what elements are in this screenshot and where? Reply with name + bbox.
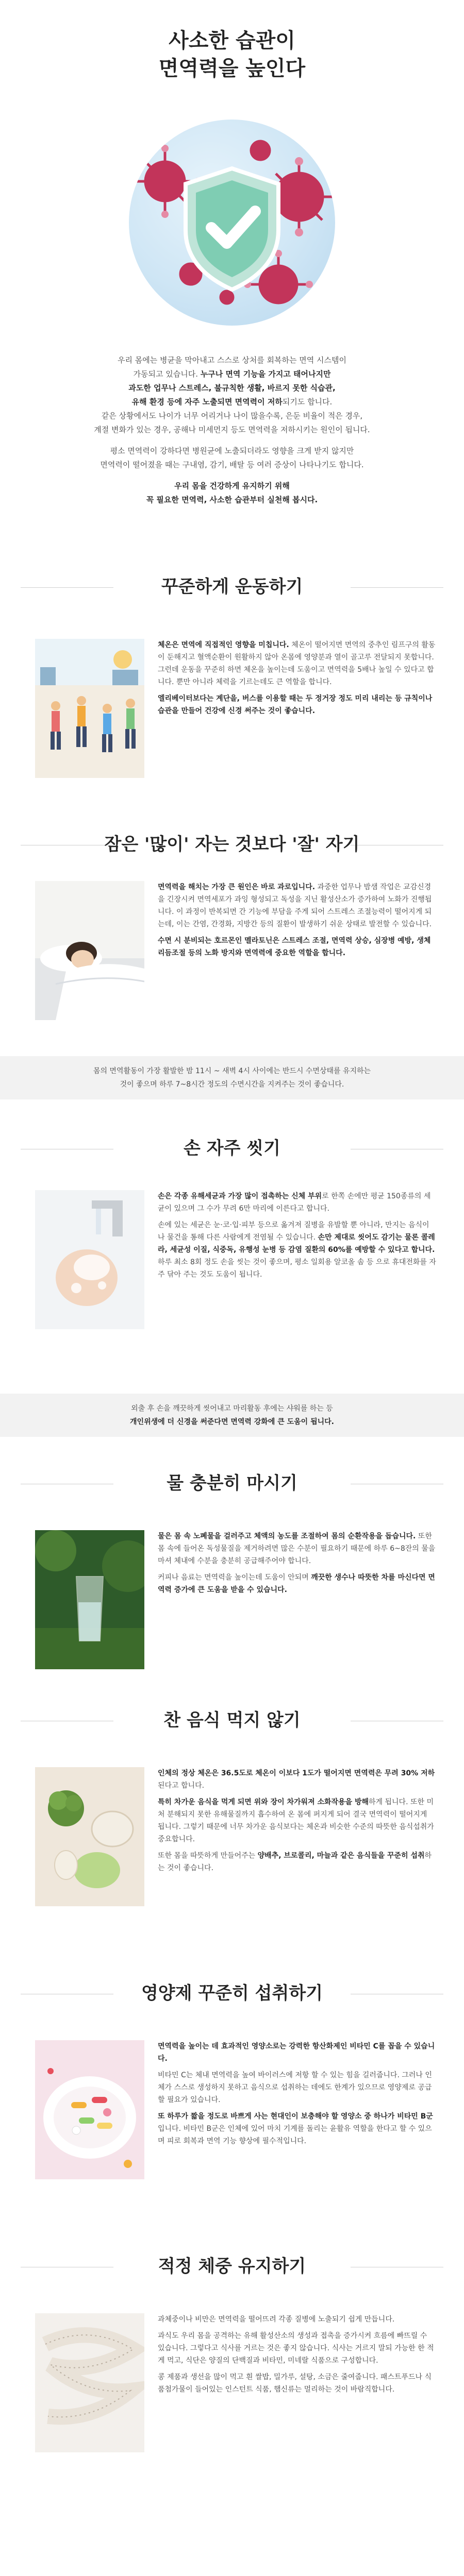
body-text: 또한 몸을 따뜻하게 만들어주는: [158, 1852, 258, 1860]
section-title: 꾸준하게 운동하기: [161, 577, 303, 597]
bold-text: 면역력을 해치는 가장 큰 원인은 바로 과로입니다.: [158, 883, 316, 891]
section-header-weight: [0, 2251, 464, 2282]
section-body-cold-food: [158, 1767, 436, 1878]
page-title-line1: 사소한 습관이: [169, 29, 295, 53]
intro-bold: 우리 몸을 건강하게 유지하기 위해: [174, 481, 290, 490]
bold-text: 물은 몸 속 노폐물을 걸러주고 체액의 농도를 조절하여 몸의 순환작용을 돕습니다.: [158, 1532, 416, 1540]
bold-text: 손은 각종 유해세균과 가장 많이 접촉하는 신체 부위: [158, 1192, 322, 1200]
paragraph: [158, 1767, 436, 1792]
intro-line: 가동되고 있습니다.: [133, 369, 201, 379]
body-text: 하루 최소 8회 정도 손을 씻는 것이 좋으며, 평소 일회용 알코올 솜 등 으로 휴대전화를 자주 닦아 주는 것도 도움이 됩니다.: [158, 1258, 436, 1279]
bold-text: 엘리베이터보다는 계단을, 버스를 이용할 때는 두 정거장 정도 미리 내리는 등 규칙이나 습관을 만들어 건강에 신경 써주는 것이 좋습니다.: [158, 694, 433, 715]
intro-line: 평소 면역력이 강하다면 병원균에 노출되더라도 영향을 크게 받지 않지만: [110, 446, 354, 455]
bold-text: 깨끗한 생수나 따뜻한 차를 마신다면 면역력 증가에 큰 도움을 받을 수 있습니다.: [158, 1573, 435, 1594]
section-title: 적정 체중 유지하기: [158, 2256, 306, 2277]
intro-bold: 누구나 면역 기능을 가지고 태어나지만: [200, 369, 331, 379]
paragraph: [158, 692, 436, 717]
bold-text: 특히 차가운 음식을 먹게 되면 위와 장이 차가워져 소화작용을 방해: [158, 1798, 369, 1806]
body-text: 된다고 합니다.: [158, 1782, 205, 1790]
section-title: 물 충분히 마시기: [167, 1473, 297, 1494]
intro-line: 면역력이 떨어졌을 때는 구내염, 감기, 배탈 등 여러 증상이 나타나기도 합니다.: [100, 460, 364, 469]
paragraph: [158, 2110, 436, 2147]
section-title: 잠은 '많이' 자는 것보다 '잘' 자기: [104, 834, 360, 855]
sleep-tip-box: [0, 1056, 464, 1099]
intro-paragraph-2: [52, 444, 412, 472]
tip-line: 몸의 면역활동이 가장 활발한 밤 11시 ~ 새벽 4시 사이에는 반드시 수면상태를 유지하는: [93, 1067, 371, 1075]
handwash-tip-box: [0, 1394, 464, 1437]
body-text: 하게 됩니다. 또한 미처 분해되지 못한 유해물질까지 흡수하여 온 몸에 퍼지게 되어 결국 면역력이 떨어지게 됩니다. 그렇기 때문에 너무 차가운 음식보다는 체온과 비슷한 수준의 따뜻한 음식섭취가 중요합니다.: [158, 1798, 434, 1843]
paragraph: [158, 1530, 436, 1567]
tip-line: [0, 1415, 464, 1429]
body-text: 손에 있는 세균은 눈·코·입·피부 등으로 옮겨져 질병을 유발할 뿐 아니라, 만지는 음식이나 물건을 통해 다른 사람에게 전염될 수 있습니다.: [158, 1221, 429, 1242]
body-text: 커피나 음료는 면역력을 높이는데 도움이 안되며: [158, 1573, 311, 1582]
intro-line: 우리 몸에는 병균을 막아내고 스스로 상처를 회복하는 면역 시스템이: [118, 355, 346, 365]
vegetables-image: [35, 1767, 144, 1906]
section-body-water: [158, 1530, 436, 1600]
bold-text: 또 하루가 짧을 정도로 바쁘게 사는 현대인이 보충해야 할 영양소 중 하나가 비타민 B군: [158, 2112, 433, 2121]
bold-text: 인체의 정상 체온은 36.5도로 체온이 이보다 1도가 떨어지면 면역력은 무려 30% 저하: [158, 1769, 435, 1777]
body-text: 입니다. 비타민 B군은 인체에 있어 마치 기계를 돌리는 윤활유 역할을 한다고 할 수 있으며 피로 회복과 면역 기능 향상에 필수적입니다.: [158, 2125, 432, 2145]
bold-text: 손만 제대로 씻어도 감기는 물론 콜레라, 세균성 이질, 식중독, 유행성 눈병 등 감염 질환의 60%를 예방할 수 있다고 합니다.: [158, 1233, 435, 1254]
intro-line: 계절 변화가 있는 경우, 공해나 미세먼지 등도 면역력을 저하시키는 원인이 됩니다.: [94, 425, 370, 434]
section-body-weight: [158, 2313, 436, 2400]
paragraph: [158, 1190, 436, 1215]
intro-paragraph-3: [52, 479, 412, 507]
intro-bold: 유해 환경 등에 자주 노출되면 면역력이 저하: [131, 397, 283, 406]
section-title: 영양제 꾸준히 섭취하기: [141, 1983, 323, 2004]
paragraph: [158, 2371, 436, 2396]
section-body-sleep: [158, 881, 436, 963]
virus-shield-illustration: [129, 120, 335, 326]
section-header-cold-food: [0, 1705, 464, 1736]
section-body-exercise: [158, 639, 436, 721]
section-title: 손 자주 씻기: [184, 1138, 280, 1159]
body-text: 로 한쪽 손에만 평균 150종류의 세균이 있으며 그 수가 무려 6만 마리에 이른다고 합니다.: [158, 1192, 431, 1213]
paragraph: [158, 2330, 436, 2367]
section-body-supplements: [158, 2040, 436, 2151]
supplements-image: [35, 2040, 144, 2179]
body-text: 또한 몸 속에 들어온 독성물질을 제거하려면 많은 수분이 필요하기 때문에 하루 6~8잔의 물을 마셔 체내에 수분을 충분히 공급해주어야 합니다.: [158, 1532, 436, 1565]
section-header-handwash: [0, 1133, 464, 1164]
section-header-water: [0, 1468, 464, 1499]
body-text: 비타민 C는 체내 면역력을 높여 바이러스에 저항 할 수 있는 힘을 길러줍니다. 그러나 인체가 스스로 생성하지 못하고 음식으로 섭취하는 데에도 한계가 있으므로 영양제로 공급할 필요가 있습니다.: [158, 2071, 432, 2104]
paragraph: [158, 1796, 436, 1845]
water-glass-image: [35, 1530, 144, 1669]
paragraph: [158, 935, 436, 959]
tape-measure-image: [35, 2313, 144, 2452]
body-text: 과체중이나 비만은 면역력을 떨어뜨려 각종 질병에 노출되기 쉽게 만듭니다.: [158, 2315, 395, 2324]
paragraph: [158, 639, 436, 688]
body-text: 과중한 업무나 밤샘 작업은 교감신경을 긴장시켜 면역세포가 과잉 형성되고 독성을 지닌 활성산소가 증가하여 노화가 진행됩니다. 이 과정이 반복되면 간 기능에 부담을 주게 되어 스트레스 조절능력이 떨어지게 되는데, 이는 간염, 간경화, 지방간 등의 질환이 발생하기 쉬운 상태로 발전할 수 있습니다.: [158, 883, 432, 928]
section-header-exercise: [0, 572, 464, 603]
body-text: 하는 것이 좋습니다.: [158, 1852, 432, 1872]
paragraph: [158, 881, 436, 930]
intro-bold: 과도한 업무나 스트레스, 불규칙한 생활, 바르지 못한 식습관,: [128, 383, 336, 393]
bold-text: 체온은 면역에 직접적인 영향을 미칩니다.: [158, 641, 289, 649]
bold-text: 면역력을 높이는 데 효과적인 영양소로는 강력한 항산화제인 비타민 C를 꼽을 수 있습니다.: [158, 2042, 435, 2063]
page-title-line2: 면역력을 높인다: [158, 57, 306, 80]
intro-line: 되기도 합니다.: [282, 397, 333, 406]
bold-text: 양배추, 브로콜리, 마늘과 같은 음식들을 꾸준히 섭취: [257, 1852, 425, 1860]
intro-text: [52, 353, 412, 514]
paragraph: [158, 2040, 436, 2065]
tip-line: 것이 좋으며 하루 7~8시간 정도의 수면시간을 지켜주는 것이 좋습니다.: [120, 1080, 344, 1089]
intro-paragraph-1: [52, 353, 412, 437]
bold-text: 수면 시 분비되는 호르몬인 멜라토닌은 스트레스 조절, 면역력 상승, 심장병 예방, 생체 리듬조절 등의 노화 방지와 면역력에 중요한 역할을 합니다.: [158, 937, 431, 957]
body-text: 체온이 떨어지면 면역의 중추인 림프구의 활동이 둔해지고 혈액순환이 원활하지 않아 온몸에 영양분과 열이 골고루 전달되지 못합니다. 그런데 운동을 꾸준히 하면 체온을 높이는데 도움이고 면역력을 5배나 높일 수 있다고 합니다. 뿐만 아니라 체력을 기르는데도 큰 역할을 합니다.: [158, 641, 436, 686]
paragraph: [158, 2313, 436, 2326]
tip-line: 외출 후 손을 깨끗하게 씻어내고 마리활동 후에는 샤워를 하는 등: [131, 1404, 333, 1413]
hand-washing-image: [35, 1190, 144, 1329]
intro-line: 같은 상황에서도 나이가 너무 어리거나 나이 많을수록, 은둔 비율이 적은 경우,: [101, 411, 363, 420]
body-text: 과식도 우리 몸을 공격하는 유해 활성산소의 생성과 접촉을 증가시켜 흐름에 빠뜨릴 수 있습니다. 그렇다고 식사를 거르는 것은 좋지 않습니다. 식사는 거르지 말되 가능한 한 적게 먹고, 식단은 양질의 단백질과 비타민, 미네랄 식품으로 구성합니다.: [158, 2332, 434, 2365]
running-people-image: [35, 639, 144, 778]
sleeping-woman-image: [35, 881, 144, 1020]
paragraph: [158, 1850, 436, 1874]
section-body-handwash: [158, 1190, 436, 1285]
section-header-supplements: [0, 1978, 464, 2009]
section-title: 찬 음식 먹지 않기: [163, 1710, 301, 1731]
paragraph: [158, 2069, 436, 2106]
body-text: 콩 제품과 생선을 많이 먹고 흰 쌀밥, 밀가루, 설탕, 소금은 줄여줍니다. 패스트푸드나 식품첨가물이 들어있는 인스턴트 식품, 햄신류는 멀리하는 것이 바람직합니다.: [158, 2373, 432, 2394]
paragraph: [158, 1219, 436, 1281]
page-title: [0, 27, 464, 82]
intro-bold: 꼭 필요한 면역력, 사소한 습관부터 실천해 봅시다.: [146, 495, 318, 504]
tip-bold: 개인위생에 더 신경을 써준다면 면역력 강화에 큰 도움이 됩니다.: [130, 1418, 334, 1426]
section-header-sleep: [0, 829, 464, 860]
paragraph: [158, 1571, 436, 1596]
